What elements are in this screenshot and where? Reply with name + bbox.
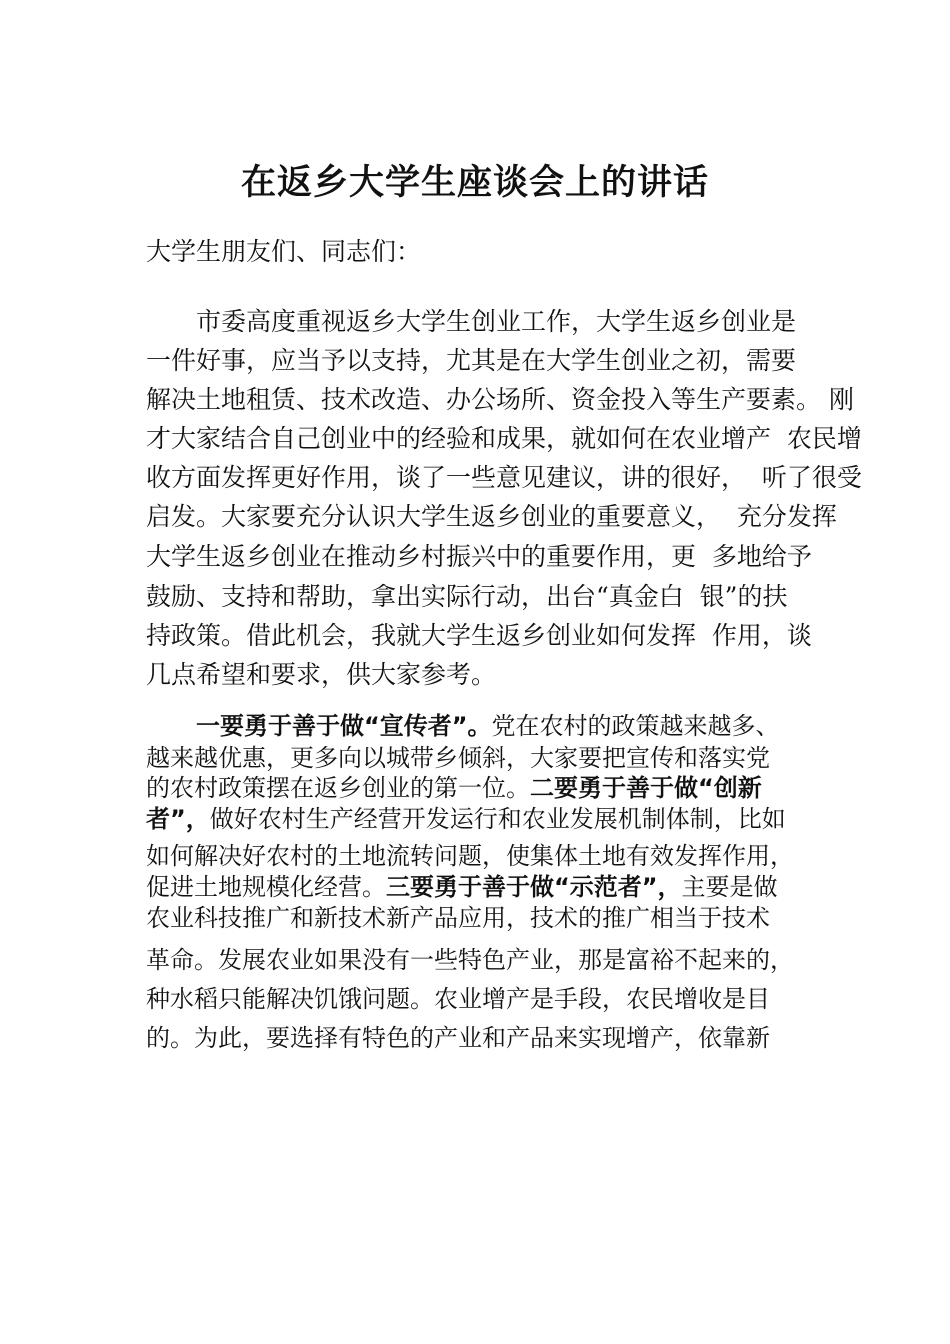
paragraph-line: 市委高度重视返乡大学生创业工作，大学生返乡创业是 bbox=[196, 307, 797, 336]
salutation: 大学生朋友们、同志们： bbox=[146, 237, 422, 266]
paragraph-line bbox=[146, 871, 778, 903]
paragraph-line: 如何解决好农村的土地流转问题，使集体土地有效发挥作用， bbox=[146, 842, 794, 870]
point-two-heading: 二要勇于善于做“创新 bbox=[530, 774, 762, 802]
line-text: 做好农村生产经营开发运行和农业发展机制体制，比如 bbox=[209, 805, 786, 833]
paragraph-line: 的。为此，要选择有特色的产业和产品来实现增产，依靠新 bbox=[146, 1024, 770, 1052]
line-text: 主要是做 bbox=[681, 873, 778, 901]
point-three-heading: 三要勇于善于做“示范者”， bbox=[386, 873, 682, 901]
line-text: 党在农村的政策越来越多、 bbox=[491, 712, 780, 740]
paragraph-line: 越来越优惠，更多向以城带乡倾斜，大家要把宣传和落实党 bbox=[146, 744, 770, 772]
paragraph-line: 启发。大家要充分认识大学生返乡创业的重要意义， 充分发挥 bbox=[146, 502, 837, 531]
paragraph-line: 一件好事，应当予以支持，尤其是在大学生创业之初，需要 bbox=[146, 346, 797, 375]
paragraph-line: 才大家结合自己创业中的经验和成果，就如何在农业增产 农民增 bbox=[146, 424, 862, 453]
point-one-heading: 一要勇于善于做“宣传者”。 bbox=[196, 712, 492, 740]
paragraph-line: 大学生返乡创业在推动乡村振兴中的重要作用，更 多地给予 bbox=[146, 542, 812, 571]
line-text: 的农村政策摆在返乡创业的第一位。 bbox=[146, 774, 530, 802]
paragraph-line: 持政策。借此机会，我就大学生返乡创业如何发挥 作用，谈 bbox=[146, 621, 812, 650]
paragraph-line bbox=[196, 710, 780, 742]
point-two-heading-end: 者”， bbox=[146, 805, 210, 833]
line-text: 促进土地规模化经营。 bbox=[146, 873, 386, 901]
paragraph-line: 种水稻只能解决饥饿问题。农业增产是手段，农民增收是目 bbox=[146, 985, 770, 1013]
paragraph-line bbox=[146, 803, 786, 835]
paragraph-line: 革命。发展农业如果没有一些特色产业，那是富裕不起来的， bbox=[146, 946, 794, 974]
paragraph-line bbox=[146, 772, 762, 804]
paragraph-line: 鼓励、支持和帮助，拿出实际行动，出台“真金白 银”的扶 bbox=[146, 582, 788, 611]
paragraph-line: 解决土地租赁、技术改造、办公场所、资金投入等生产要素。 刚 bbox=[146, 385, 854, 414]
paragraph-line: 几点希望和要求，供大家参考。 bbox=[146, 660, 497, 689]
paragraph-line: 收方面发挥更好作用，谈了一些意见建议，讲的很好， 听了很受 bbox=[146, 463, 862, 492]
paragraph-line: 农业科技推广和新技术新产品应用，技术的推广相当于技术 bbox=[146, 904, 770, 932]
document-title: 在返乡大学生座谈会上的讲话 bbox=[240, 162, 709, 203]
